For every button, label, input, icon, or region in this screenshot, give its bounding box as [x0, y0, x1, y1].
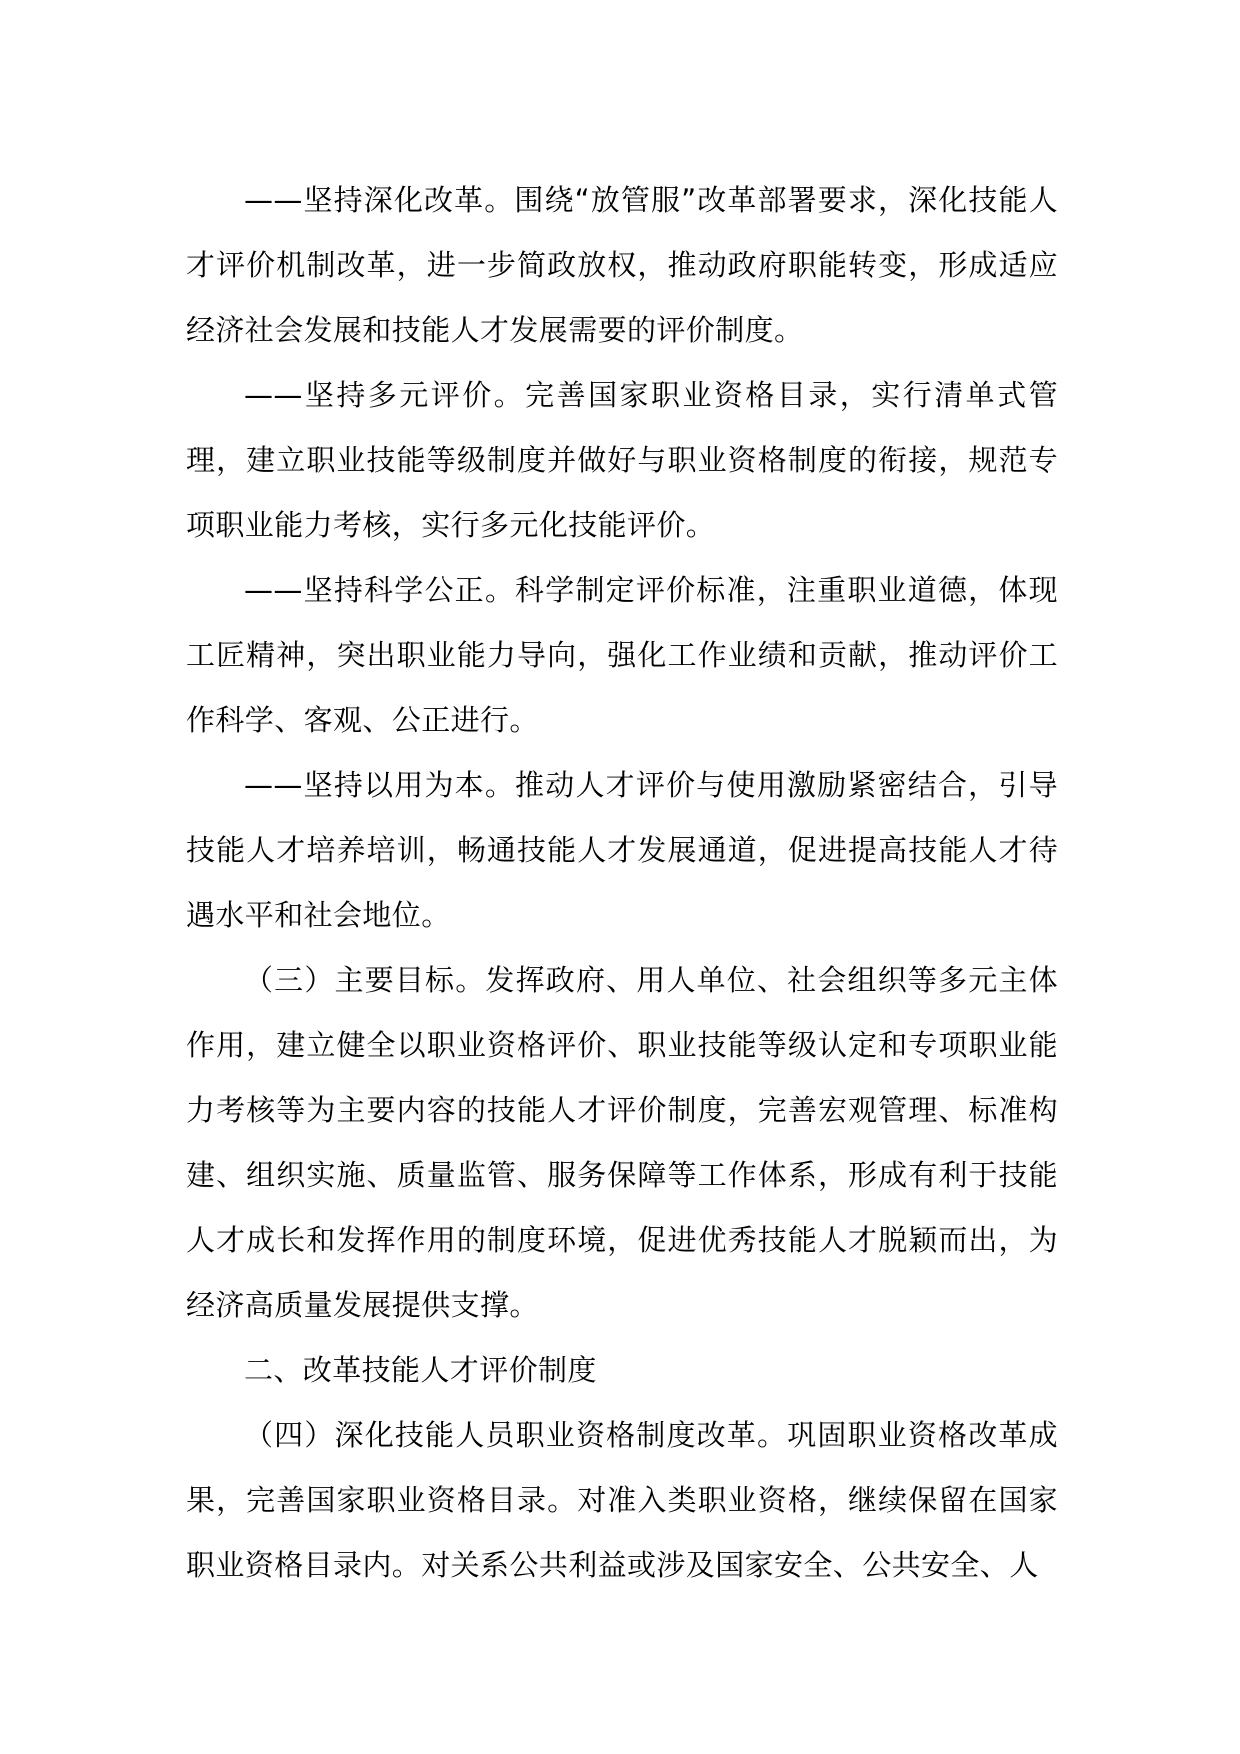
paragraph-qualification-reform: （四）深化技能人员职业资格制度改革。巩固职业资格改革成果，完善国家职业资格目录。对准入类职业资格，继续保留在国家职业资格目录内。对关系公共利益或涉及国家安全、公共安全、人 [186, 1418, 1058, 1582]
paragraph-use-oriented: ——坚持以用为本。推动人才评价与使用激励紧密结合，引导技能人才培养培训，畅通技能人才发展通道，促进提高技能人才待遇水平和社会地位。 [186, 768, 1058, 932]
section-heading: 二、改革技能人才评价制度 [244, 1353, 597, 1387]
paragraph-diverse-evaluation: ——坚持多元评价。完善国家职业资格目录，实行清单式管理，建立职业技能等级制度并做好与职业资格制度的衔接，规范专项职业能力考核，实行多元化技能评价。 [186, 378, 1058, 542]
paragraph-scientific-fairness: ——坚持科学公正。科学制定评价标准，注重职业道德，体现工匠精神，突出职业能力导向，强化工作业绩和贡献，推动评价工作科学、客观、公正进行。 [186, 573, 1058, 737]
paragraph-main-goals: （三）主要目标。发挥政府、用人单位、社会组织等多元主体作用，建立健全以职业资格评价、职业技能等级认定和专项职业能力考核等为主要内容的技能人才评价制度，完善宏观管理、标准构建、组织实施、质量监管、服务保障等工作体系，形成有利于技能人才成长和发挥作用的制度环境，促进优秀技能人才脱颖而出，为经济高质量发展提供支撑。 [186, 963, 1058, 1322]
paragraph-deepen-reform: ——坚持深化改革。围绕“放管服”改革部署要求，深化技能人才评价机制改革，进一步简政放权，推动政府职能转变，形成适应经济社会发展和技能人才发展需要的评价制度。 [186, 183, 1058, 347]
